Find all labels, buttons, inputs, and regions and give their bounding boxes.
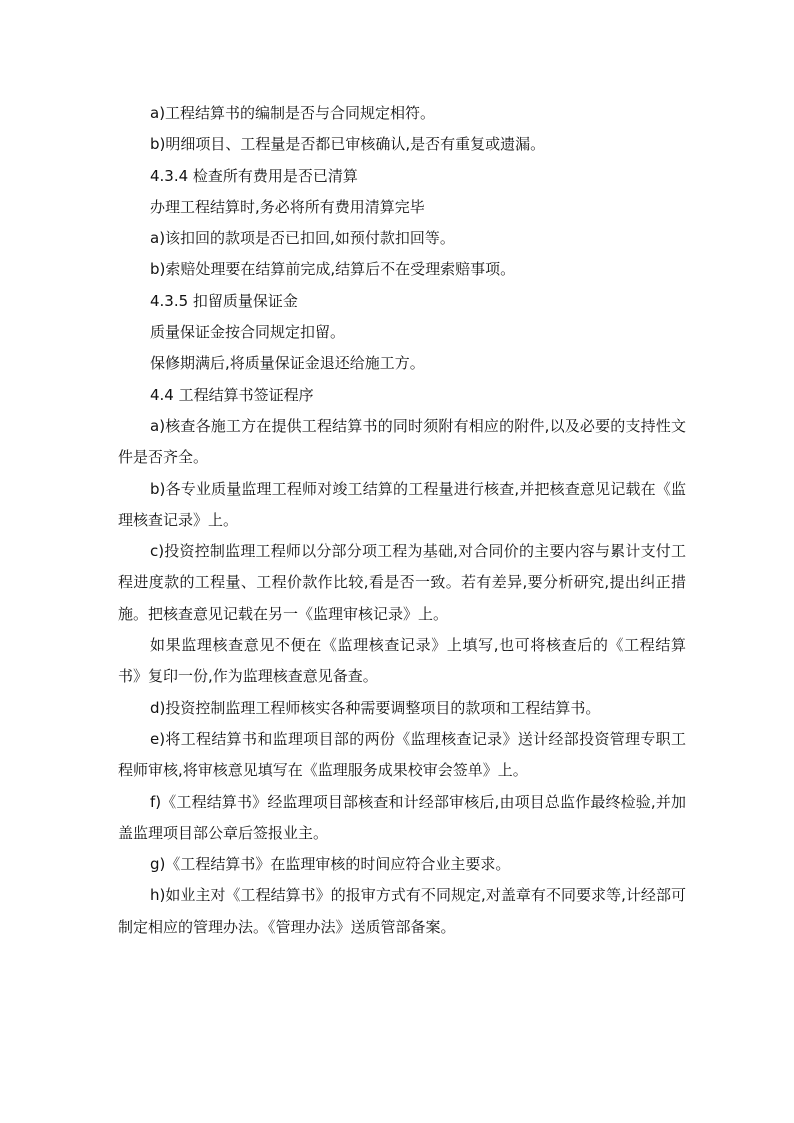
paragraph-quantity-review: b)各专业质量监理工程师对竣工结算的工程量进行核查,并把核查意见记载在《监理核查记录》上。 [118, 479, 686, 529]
paragraph-submit-review: e)将工程结算书和监理项目部的两份《监理核查记录》送计经部投资管理专职工程师审核,将审核意见填写在《监理服务成果校审会签单》上。 [118, 729, 686, 780]
paragraph-claims: b)索赔处理要在结算前完成,结算后不在受理索赔事项。 [150, 260, 516, 279]
paragraph-cost-comparison: c)投资控制监理工程师以分部分项工程为基础,对合同价的主要内容与累计支付工程进度款的工程量、工程价款作比较,看是否一致。若有差异,要分析研究,提出纠正措施。把核查意见记载在另一《监理审核记录》上。 [118, 542, 686, 623]
paragraph-final-inspection: f)《工程结算书》经监理项目部核查和计经部审核后,由项目总监作最终检验,并加盖监理项目部公章后签报业主。 [118, 792, 686, 842]
paragraph-deductions: a)该扣回的款项是否已扣回,如预付款扣回等。 [150, 229, 455, 248]
paragraph-clear-fees: 办理工程结算时,务必将所有费用清算完毕 [150, 197, 425, 216]
paragraph-copy-record: 如果监理核查意见不便在《监理核查记录》上填写,也可将核查后的《工程结算书》复印一份,作为监理核查意见备查。 [118, 636, 686, 686]
paragraph-review-time: g)《工程结算书》在监理审核的时间应符合业主要求。 [150, 855, 511, 874]
paragraph-attachments-check: a)核查各施工方在提供工程结算书的同时须附有相应的附件,以及必要的支持性文件是否齐全。 [118, 416, 686, 467]
paragraph-retention-deduct: 质量保证金按合同规定扣留。 [150, 323, 346, 342]
document-body [118, 98, 686, 943]
paragraph-retention-refund: 保修期满后,将质量保证金退还给施工方。 [150, 354, 425, 373]
paragraph-contract-compliance: a)工程结算书的编制是否与合同规定相符。 [150, 104, 436, 122]
paragraph-management-method: h)如业主对《工程结算书》的报审方式有不同规定,对盖章有不同要求等,计经部可制定相应的管理办法。《管理办法》送质管部备案。 [118, 886, 686, 936]
paragraph-items-confirmed: b)明细项目、工程量是否都已审核确认,是否有重复或遗漏。 [150, 135, 546, 154]
heading-4-3-4: 4.3.4 检查所有费用是否已清算 [150, 166, 358, 185]
heading-4-3-5: 4.3.5 扣留质量保证金 [150, 291, 298, 310]
heading-4-4: 4.4 工程结算书签证程序 [150, 385, 314, 404]
paragraph-verify-adjustments: d)投资控制监理工程师核实各种需要调整项目的款项和工程结算书。 [150, 698, 601, 717]
